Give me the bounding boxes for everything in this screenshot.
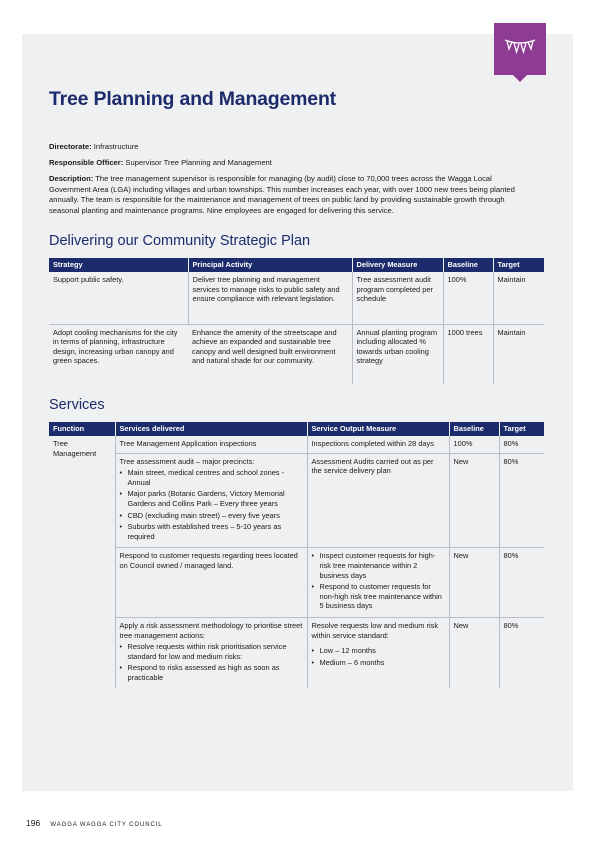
table-row [49,436,544,453]
col-target: Target [493,258,544,272]
section-badge [494,23,546,75]
cell-baseline: New [449,548,499,618]
col-baseline: Baseline [443,258,493,272]
cell-activity: Enhance the amenity of the streetscape and achieve an expanded and sustainable tree canopy and well designed built environment and natural shade for our community. [188,324,352,384]
table-row [49,453,544,548]
col-target: Target [499,422,544,436]
csp-heading: Delivering our Community Strategic Plan [49,233,311,249]
cell-baseline: 100% [443,272,493,324]
col-delivery-measure: Delivery Measure [352,258,443,272]
cell-service: Tree Management Application inspections [115,436,307,453]
bunting-icon [504,36,536,60]
list-item: • Resolve requests within risk prioritisation service standard for low and medium risks: [120,642,303,661]
officer-line [49,158,529,169]
service-bullets [120,468,303,541]
cell-target: 80% [503,620,519,630]
list-item: • CBD (excluding main street) – every five years [120,511,303,521]
list-item: • Respond to risks assessed as high as soon as practicable [120,663,303,682]
csp-header-row [49,258,544,272]
measure-bullets [312,646,445,667]
cell-measure: Annual planting program including allocated % towards urban cooling strategy [352,324,443,384]
officer-value: Supervisor Tree Planning and Management [125,158,272,167]
cell-service: Respond to customer requests regarding trees located on Council owned / managed land. [115,548,307,618]
page-number: 196 [26,818,41,828]
service-intro: Tree assessment audit – major precincts: [119,456,255,466]
description-text: The tree management supervisor is responsible for managing (by audit) close to 70,000 trees across the Wagga Local Government Area (LGA) including villages and urban townships. This number increases each year, with over 1000 new trees being planted annually. The team is responsible for the maintenance and management of trees on public land by providing sustainable growth through seasonal planting and maintenance programs. Nine employees are engaged for delivering this service. [49,174,515,215]
cell-function: Tree Management [49,436,115,688]
service-intro: Apply a risk assessment methodology to prioritise street tree management actions: [119,620,303,640]
list-item: • Suburbs with established trees – 5-10 years as required [120,522,303,541]
directorate-line [49,142,529,153]
cell-target: 80% [499,436,544,453]
cell-measure [307,617,449,688]
col-function: Function [49,422,115,436]
col-service-output: Service Output Measure [307,422,449,436]
officer-label: Responsible Officer: [49,158,124,167]
cell-strategy: Adopt cooling mechanisms for the city in terms of planning, infrastructure design, increasing urban canopy and green spaces. [53,327,178,366]
measure-bullets [312,551,445,611]
services-header-row [49,422,544,436]
cell-target: Maintain [493,272,544,324]
service-bullets [120,642,303,682]
cell-baseline: 1000 trees [443,324,493,384]
cell-baseline: New [449,453,499,548]
list-item: • Low – 12 months [312,646,445,656]
col-strategy: Strategy [49,258,188,272]
services-heading: Services [49,397,105,413]
table-row [49,272,544,324]
list-item: • Respond to customer requests for non-high risk tree maintenance within 5 business days [312,582,445,611]
cell-target: 80% [499,548,544,618]
table-row [49,324,544,384]
cell-strategy: Support public safety. [49,272,188,324]
directorate-label: Directorate: [49,142,92,151]
page-title: Tree Planning and Management [49,88,336,110]
cell-target: Maintain [497,327,526,337]
list-item: • Main street, medical centres and school zones - Annual [120,468,303,487]
cell-activity: Deliver tree planning and management services to manage risks to public safety and ensure compliance with relevant legislation. [188,272,352,324]
table-row [49,548,544,618]
list-item: • Major parks (Botanic Gardens, Victory Memorial Gardens and Collins Park – Every three years [120,489,303,508]
list-item: • Inspect customer requests for high-risk tree maintenance within 2 business days [312,551,445,580]
cell-service [115,453,307,548]
cell-target: 80% [499,453,544,548]
cell-measure: Tree assessment audit program completed per schedule [352,272,443,324]
cell-baseline: New [449,617,499,688]
table-row [49,617,544,688]
services-table [49,422,544,688]
cell-measure: Inspections completed within 28 days [307,436,449,453]
col-principal-activity: Principal Activity [188,258,352,272]
description-label: Description: [49,174,94,183]
col-services-delivered: Services delivered [115,422,307,436]
cell-measure [307,548,449,618]
footer-org: WAGGA WAGGA CITY COUNCIL [50,822,163,828]
page-footer [26,818,162,828]
list-item: • Medium – 6 months [312,658,445,668]
cell-measure: Assessment Audits carried out as per the service delivery plan [307,453,449,548]
cell-service [115,617,307,688]
cell-baseline: 100% [449,436,499,453]
measure-intro: Resolve requests low and medium risk within service standard: [311,620,439,640]
col-baseline: Baseline [449,422,499,436]
directorate-value: Infrastructure [93,142,139,151]
description-para [49,174,529,216]
csp-table [49,258,544,384]
